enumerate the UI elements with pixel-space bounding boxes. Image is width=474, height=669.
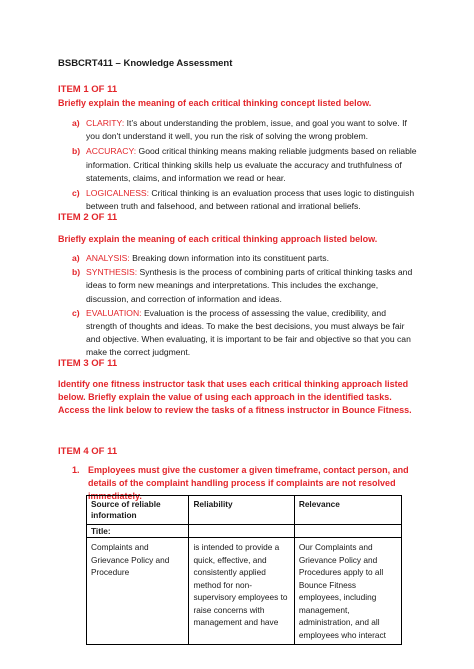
list-item: [58, 307, 418, 360]
approach-definition: Evaluation is the process of assessing the value, credibility, and strength of thoughts and ideas. To make the best decisions, you must always be fair and objective. When evaluating, it is important to be fair and objective so that you can make the correct judgment.: [86, 307, 411, 358]
item-1-question: Briefly explain the meaning of each critical thinking concept listed below.: [58, 98, 372, 108]
item-2-list: [58, 252, 418, 360]
list-marker: b): [72, 267, 81, 278]
item-4-heading: ITEM 4 OF 11: [58, 446, 118, 457]
list-marker: c): [72, 307, 80, 318]
item-3-heading: ITEM 3 OF 11: [58, 358, 118, 369]
approach-term: ANALYSIS:: [86, 253, 130, 263]
item-1-heading: ITEM 1 OF 11: [58, 84, 118, 95]
approach-term: SYNTHESIS:: [86, 267, 138, 278]
question-number: 1.: [72, 465, 80, 475]
list-item: [58, 145, 418, 185]
title-cell-empty: [294, 525, 401, 538]
concept-definition: It’s about understanding the problem, issue, and goal you want to solve. If you don't understand it well, you run the risk of solving the wrong problem.: [86, 118, 407, 142]
list-item: [58, 117, 418, 143]
item-2-heading: ITEM 2 OF 11: [58, 212, 118, 223]
approach-definition: Synthesis is the process of combining parts of critical thinking tasks and ideas to form new meanings and interpretations. This includes the exchange, discussion, and correction of information and ideas.: [86, 267, 413, 304]
document-title: BSBCRT411 – Knowledge Assessment: [58, 58, 233, 69]
title-label: Title:: [87, 525, 189, 538]
item-2-question: Briefly explain the meaning of each critical thinking approach listed below.: [58, 234, 378, 244]
list-item: [58, 187, 418, 213]
question-text: Employees must give the customer a given timeframe, contact person, and details of the complaint handling process if complaints are not resolved immediately.: [88, 465, 409, 501]
column-header-source: Source of reliable information: [87, 496, 189, 525]
column-header-reliability: Reliability: [189, 496, 294, 525]
column-header-relevance: Relevance: [294, 496, 401, 525]
list-marker: c): [72, 188, 80, 199]
table-row: [87, 538, 402, 645]
concept-term: ACCURACY:: [86, 146, 137, 157]
approach-term: EVALUATION:: [86, 307, 142, 318]
table-title-row: [87, 525, 402, 538]
item-3-question: Identify one fitness instructor task that uses each critical thinking approach listed below. Briefly explain the value of using each approach in the identified tasks. Access the link below to review the tasks of a fitness instructor in Bounce Fitness.: [58, 379, 412, 415]
concept-definition: Good critical thinking means making reliable judgments based on reliable information. Critical thinking skills help us evaluate the accuracy and truthfulness of statements, claims, and information we read or hear.: [86, 146, 417, 183]
item-1-list: [58, 117, 418, 213]
list-item: [58, 252, 418, 265]
approach-definition: Breaking down information into its constituent parts.: [129, 253, 329, 263]
title-cell-empty: [189, 525, 294, 538]
reliability-cell: is intended to provide a quick, effective, and consistently applied method for non-supervisory employees to raise concerns with management and have: [189, 538, 294, 645]
relevance-cell: Our Complaints and Grievance Policy and Procedures apply to all Bounce Fitness employees, including management, administration, and all employees who interact: [294, 538, 401, 645]
list-item: [58, 266, 418, 306]
reliable-sources-table: [86, 495, 402, 645]
concept-definition: Critical thinking is an evaluation process that uses logic to distinguish between truth and falsehood, and between rational and irrational beliefs.: [86, 188, 415, 212]
concept-term: LOGICALNESS:: [86, 188, 150, 199]
list-marker: a): [72, 118, 80, 128]
list-marker: a): [72, 253, 80, 263]
list-marker: b): [72, 146, 81, 157]
concept-term: CLARITY:: [86, 118, 125, 128]
table-header-row: [87, 496, 402, 525]
source-cell: Complaints and Grievance Policy and Procedure: [87, 538, 189, 645]
